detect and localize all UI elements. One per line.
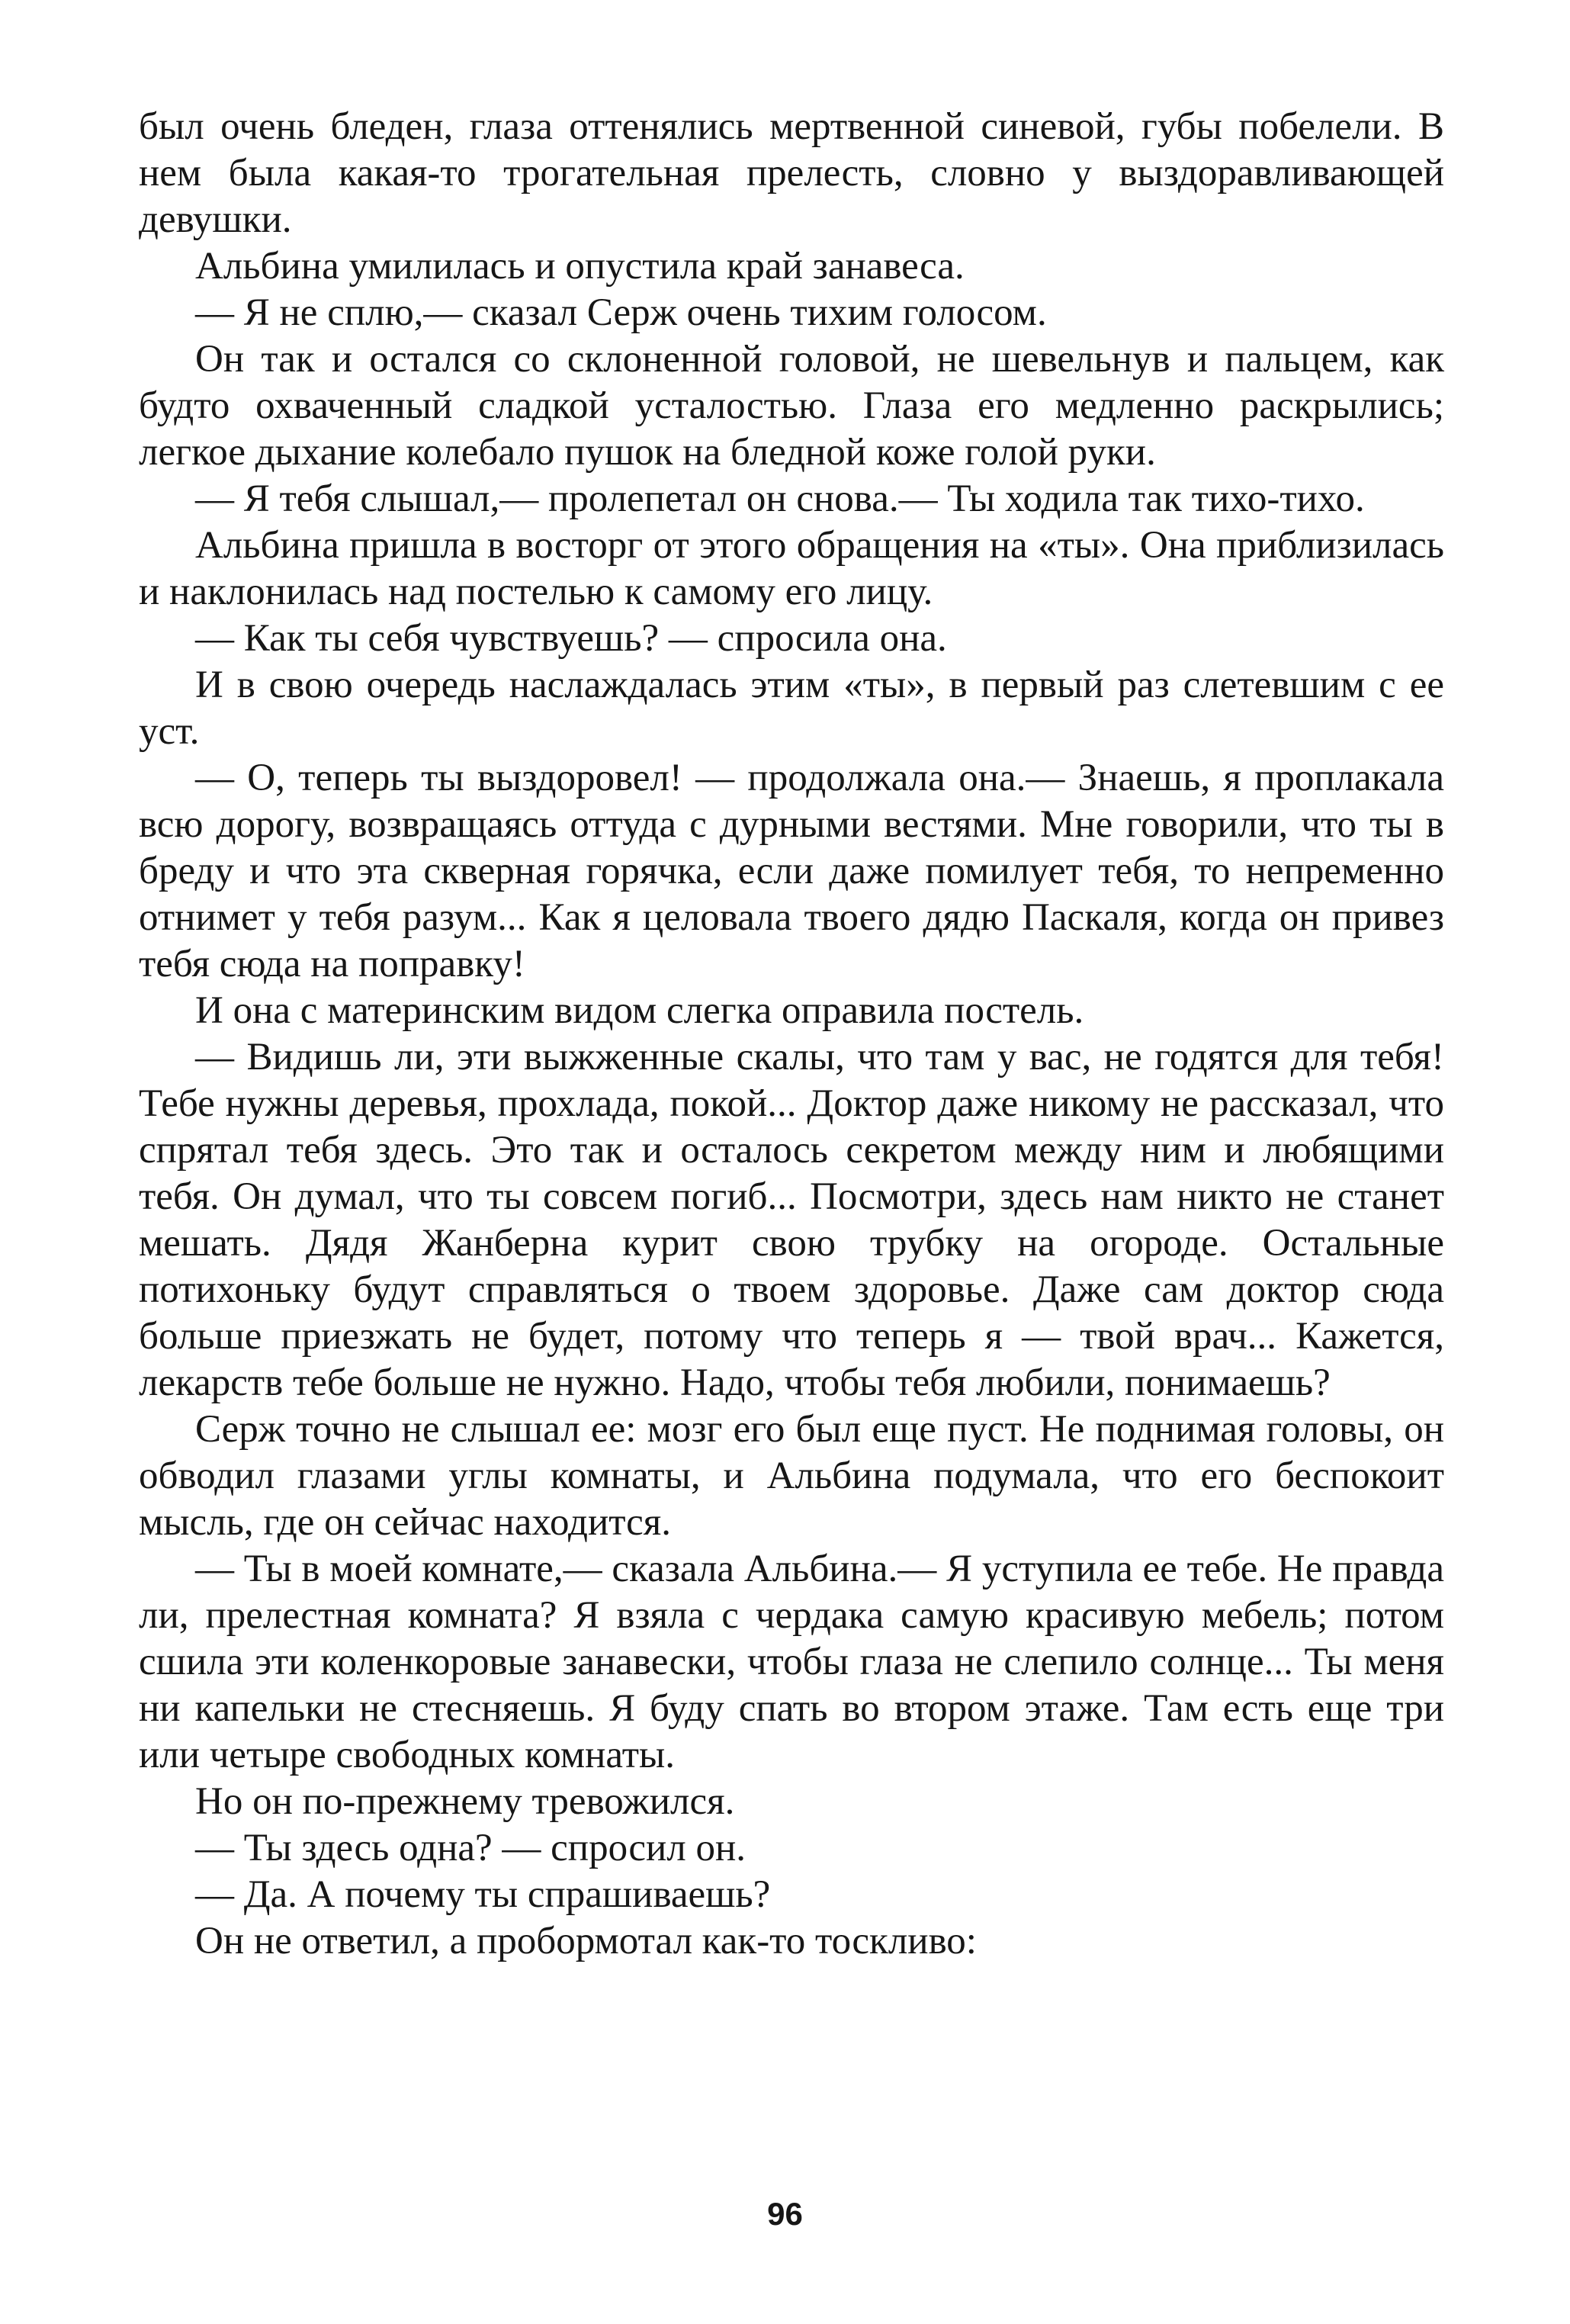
page-number: 96: [767, 2196, 803, 2232]
paragraph: Но он по-прежнему тревожился.: [195, 1780, 735, 1823]
paragraph: Альбина пришла в восторг от этого обращения на «ты». Она приблизилась и наклонилась над постелью к самому его лицу.: [139, 524, 1444, 613]
paragraph: — Я не сплю,— сказал Серж очень тихим голосом.: [195, 291, 1047, 334]
book-page-text: [139, 104, 1444, 1965]
paragraph: И она с материнским видом слегка оправила постель.: [195, 989, 1084, 1032]
paragraph: — Ты в моей комнате,— сказала Альбина.— Я уступила ее тебе. Не правда ли, прелестная комната? Я взяла с чердака самую красивую мебель; потом сшила эти коленкоровые занавески, чтобы глаза не слепило солнце... Ты меня ни капельки не стесняешь. Я буду спать во втором этаже. Там есть еще три или четыре свободных комнаты.: [139, 1548, 1444, 1776]
paragraph: И в свою очередь наслаждалась этим «ты», в первый раз слетевшим с ее уст.: [139, 664, 1444, 753]
paragraph: — Я тебя слышал,— пролепетал он снова.— Ты ходила так тихо-тихо.: [195, 477, 1365, 520]
paragraph: Серж точно не слышал ее: мозг его был еще пуст. Не поднимая головы, он обводил глазами углы комнаты, и Альбина подумала, что его беспокоит мысль, где он сейчас находится.: [139, 1408, 1444, 1544]
paragraph: — Как ты себя чувствуешь? — спросила она.: [195, 617, 947, 660]
paragraph: Он не ответил, а пробормотал как-то тоскливо:: [195, 1920, 977, 1962]
paragraph: — О, теперь ты выздоровел! — продолжала она.— Знаешь, я проплакала всю дорогу, возвращаясь оттуда с дурными вестями. Мне говорили, что ты в бреду и что эта скверная горячка, если даже помилует тебя, то непременно отнимет у тебя разум... Как я целовала твоего дядю Паскаля, когда он привез тебя сюда на поправку!: [139, 757, 1444, 985]
paragraph: — Да. А почему ты спрашиваешь?: [195, 1873, 771, 1916]
paragraph: Он так и остался со склоненной головой, не шевельнув и пальцем, как будто охваченный сладкой усталостью. Глаза его медленно раскрылись; легкое дыхание колебало пушок на бледной коже голой руки.: [139, 338, 1444, 474]
paragraph: — Видишь ли, эти выжженные скалы, что там у вас, не годятся для тебя! Тебе нужны деревья, прохлада, покой... Доктор даже никому не рассказал, что спрятал тебя здесь. Это так и осталось секретом между ним и любящими тебя. Он думал, что ты совсем погиб... Посмотри, здесь нам никто не станет мешать. Дядя Жанберна курит свою трубку на огороде. Остальные потихоньку будут справляться о твоем здоровье. Даже сам доктор сюда больше приезжать не будет, потому что теперь я — твой врач... Кажется, лекарств тебе больше не нужно. Надо, чтобы тебя любили, понимаешь?: [139, 1036, 1444, 1404]
paragraph: был очень бледен, глаза оттенялись мертвенной синевой, губы побелели. В нем была какая-то трогательная прелесть, словно у выздоравливающей девушки.: [139, 105, 1444, 241]
paragraph: — Ты здесь одна? — спросил он.: [195, 1827, 746, 1869]
paragraph: Альбина умилилась и опустила край занавеса.: [195, 245, 965, 288]
